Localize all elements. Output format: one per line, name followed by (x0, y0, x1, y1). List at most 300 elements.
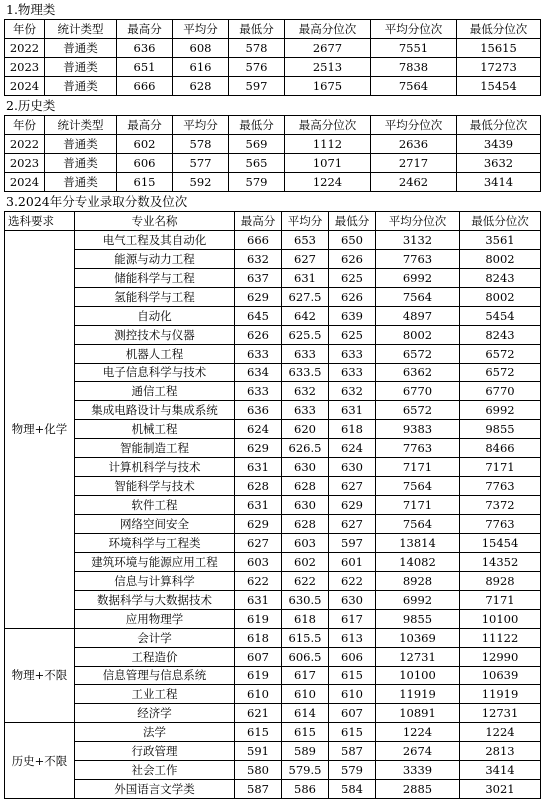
table-cell: 7551 (371, 39, 457, 58)
table-cell: 7763 (460, 477, 541, 496)
table-cell: 2023 (5, 154, 45, 173)
table-cell: 629 (235, 287, 282, 306)
major-name-cell: 测控技术与仪器 (75, 325, 235, 344)
table-row (5, 420, 541, 439)
table-cell: 579.5 (282, 761, 329, 780)
table-cell: 3414 (457, 173, 541, 192)
table-row (5, 647, 541, 666)
column-header: 最低分 (229, 116, 285, 135)
table-row (5, 382, 541, 401)
table-row (5, 628, 541, 647)
table-cell: 17273 (457, 58, 541, 77)
table-row (5, 609, 541, 628)
table-cell: 13814 (376, 533, 460, 552)
major-name-cell: 电气工程及其自动化 (75, 230, 235, 249)
table-cell: 10100 (460, 609, 541, 628)
major-name-cell: 储能科学与工程 (75, 268, 235, 287)
major-name-cell: 信息与计算科学 (75, 571, 235, 590)
major-name-cell: 自动化 (75, 306, 235, 325)
table-cell: 628 (282, 515, 329, 534)
table-cell: 2023 (5, 58, 45, 77)
table-cell: 615 (329, 723, 376, 742)
column-header: 最高分位次 (285, 20, 371, 39)
major-name-cell: 行政管理 (75, 742, 235, 761)
table-cell: 12731 (376, 647, 460, 666)
table-cell: 15454 (457, 77, 541, 96)
table-cell: 625.5 (282, 325, 329, 344)
table-cell: 7763 (376, 439, 460, 458)
table-cell: 6992 (376, 268, 460, 287)
major-name-cell: 工程造价 (75, 647, 235, 666)
table-cell: 2677 (285, 39, 371, 58)
column-header: 平均分位次 (371, 116, 457, 135)
major-name-cell: 电子信息科学与技术 (75, 363, 235, 382)
table-cell: 576 (229, 58, 285, 77)
table-row (5, 325, 541, 344)
section3-title: 3.2024年分专业录取分数及位次 (6, 194, 188, 209)
section1-title: 1.物理类 (6, 2, 56, 17)
table-cell: 639 (329, 306, 376, 325)
table-cell: 565 (229, 154, 285, 173)
table-cell: 615 (282, 723, 329, 742)
table-cell: 628 (173, 77, 229, 96)
table-cell: 591 (235, 742, 282, 761)
table-row (5, 723, 541, 742)
table-cell: 7171 (460, 458, 541, 477)
column-header: 最高分 (117, 20, 173, 39)
column-header: 平均分 (173, 20, 229, 39)
column-header: 年份 (5, 116, 45, 135)
table-cell: 629 (235, 515, 282, 534)
table-cell: 2022 (5, 39, 45, 58)
major-name-cell: 数据科学与大数据技术 (75, 590, 235, 609)
table-cell: 3339 (376, 761, 460, 780)
column-header: 专业名称 (75, 212, 235, 231)
table-cell: 10891 (376, 704, 460, 723)
table-row (5, 58, 541, 77)
table-row (5, 439, 541, 458)
table-cell: 12990 (460, 647, 541, 666)
table-cell: 631 (282, 268, 329, 287)
major-name-cell: 智能科学与技术 (75, 477, 235, 496)
table-cell: 627 (329, 515, 376, 534)
table-cell: 普通类 (45, 58, 117, 77)
table-row (5, 344, 541, 363)
table-cell: 3439 (457, 135, 541, 154)
table-cell: 636 (117, 39, 173, 58)
major-name-cell: 法学 (75, 723, 235, 742)
major-name-cell: 环境科学与工程类 (75, 533, 235, 552)
table-cell: 9383 (376, 420, 460, 439)
table-cell: 629 (235, 439, 282, 458)
table-cell: 14082 (376, 552, 460, 571)
table-cell: 6572 (460, 363, 541, 382)
column-header: 年份 (5, 20, 45, 39)
table-cell: 627.5 (282, 287, 329, 306)
table-cell: 666 (235, 230, 282, 249)
table-cell: 6992 (460, 401, 541, 420)
table-cell: 607 (235, 647, 282, 666)
table-cell: 633.5 (282, 363, 329, 382)
table-cell: 618 (235, 628, 282, 647)
column-header: 最低分位次 (460, 212, 541, 231)
table-cell: 634 (235, 363, 282, 382)
major-name-cell: 集成电路设计与集成系统 (75, 401, 235, 420)
table-cell: 4897 (376, 306, 460, 325)
table-cell: 597 (329, 533, 376, 552)
major-name-cell: 氢能科学与工程 (75, 287, 235, 306)
column-header: 最低分位次 (457, 116, 541, 135)
document-page (4, 0, 540, 799)
table-cell: 7372 (460, 496, 541, 515)
table-cell: 624 (329, 439, 376, 458)
column-header: 平均分 (282, 212, 329, 231)
table-cell: 2636 (371, 135, 457, 154)
table-cell: 631 (235, 496, 282, 515)
major-name-cell: 外国语言文学类 (75, 780, 235, 799)
table-cell: 626 (329, 287, 376, 306)
column-header: 平均分位次 (376, 212, 460, 231)
table-row (5, 780, 541, 799)
table-cell: 普通类 (45, 154, 117, 173)
table-cell: 569 (229, 135, 285, 154)
table-cell: 617 (329, 609, 376, 628)
table-cell: 10100 (376, 666, 460, 685)
table-row (5, 306, 541, 325)
table-cell: 2024 (5, 173, 45, 192)
table-cell: 636 (235, 401, 282, 420)
table-cell: 7763 (460, 515, 541, 534)
table-row (5, 268, 541, 287)
table-cell: 621 (235, 704, 282, 723)
table-cell: 6362 (376, 363, 460, 382)
table-cell: 597 (229, 77, 285, 96)
table-cell: 586 (282, 780, 329, 799)
table-cell: 633 (329, 344, 376, 363)
table-cell: 普通类 (45, 39, 117, 58)
table-cell: 626 (329, 249, 376, 268)
table-cell: 610 (235, 685, 282, 704)
table-cell: 608 (173, 39, 229, 58)
subject-requirement-cell: 物理+化学 (5, 230, 75, 628)
table-cell: 622 (282, 571, 329, 590)
table-cell: 627 (282, 249, 329, 268)
table-cell: 10369 (376, 628, 460, 647)
table-cell: 8243 (460, 268, 541, 287)
table-row (5, 173, 541, 192)
table-cell: 8466 (460, 439, 541, 458)
table-cell: 15615 (457, 39, 541, 58)
table-cell: 615 (235, 723, 282, 742)
column-header: 统计类型 (45, 20, 117, 39)
table-row (5, 742, 541, 761)
table-cell: 2024 (5, 77, 45, 96)
table-cell: 2885 (376, 780, 460, 799)
table-cell: 615 (117, 173, 173, 192)
table-cell: 8002 (460, 287, 541, 306)
table-row (5, 154, 541, 173)
table-cell: 618 (329, 420, 376, 439)
major-name-cell: 会计学 (75, 628, 235, 647)
physics-table (4, 19, 541, 96)
major-name-cell: 计算机科学与技术 (75, 458, 235, 477)
table-cell: 7171 (376, 458, 460, 477)
table-row (5, 249, 541, 268)
table-cell: 6770 (376, 382, 460, 401)
table-cell: 651 (117, 58, 173, 77)
table-cell: 632 (235, 249, 282, 268)
table-cell: 632 (282, 382, 329, 401)
table-cell: 630 (282, 458, 329, 477)
table-row (5, 704, 541, 723)
table-row (5, 287, 541, 306)
table-cell: 2462 (371, 173, 457, 192)
table-cell: 615.5 (282, 628, 329, 647)
table-cell: 普通类 (45, 135, 117, 154)
table-cell: 577 (173, 154, 229, 173)
table-cell: 3132 (376, 230, 460, 249)
subject-requirement-cell: 历史+不限 (5, 723, 75, 799)
table-cell: 3414 (460, 761, 541, 780)
table-cell: 2513 (285, 58, 371, 77)
major-name-cell: 网络空间安全 (75, 515, 235, 534)
table-cell: 6572 (376, 344, 460, 363)
table-cell: 631 (235, 458, 282, 477)
table-cell: 610 (329, 685, 376, 704)
major-scores-table (4, 211, 541, 799)
table-cell: 613 (329, 628, 376, 647)
table-cell: 629 (329, 496, 376, 515)
table-cell: 11122 (460, 628, 541, 647)
table-cell: 3561 (460, 230, 541, 249)
table-cell: 645 (235, 306, 282, 325)
table-row (5, 39, 541, 58)
table-cell: 625 (329, 268, 376, 287)
column-header: 平均分 (173, 116, 229, 135)
table-cell: 1224 (376, 723, 460, 742)
table-cell: 6992 (376, 590, 460, 609)
table-row (5, 515, 541, 534)
table-cell: 2813 (460, 742, 541, 761)
table-cell: 602 (282, 552, 329, 571)
table-cell: 2022 (5, 135, 45, 154)
table-cell: 589 (282, 742, 329, 761)
table-cell: 8002 (460, 249, 541, 268)
major-name-cell: 能源与动力工程 (75, 249, 235, 268)
major-name-cell: 通信工程 (75, 382, 235, 401)
table-cell: 632 (329, 382, 376, 401)
table-cell: 642 (282, 306, 329, 325)
table-cell: 606 (329, 647, 376, 666)
table-cell: 631 (235, 590, 282, 609)
table-row (5, 230, 541, 249)
major-name-cell: 信息管理与信息系统 (75, 666, 235, 685)
table-cell: 626.5 (282, 439, 329, 458)
header-row (5, 116, 541, 135)
table-cell: 7838 (371, 58, 457, 77)
table-cell: 普通类 (45, 173, 117, 192)
table-row (5, 135, 541, 154)
table-cell: 578 (229, 39, 285, 58)
table-cell: 633 (282, 401, 329, 420)
section2-title: 2.历史类 (6, 98, 56, 113)
table-cell: 614 (282, 704, 329, 723)
table-row (5, 363, 541, 382)
table-cell: 630.5 (282, 590, 329, 609)
table-cell: 7171 (376, 496, 460, 515)
table-cell: 5454 (460, 306, 541, 325)
table-cell: 7763 (376, 249, 460, 268)
table-row (5, 496, 541, 515)
table-cell: 628 (282, 477, 329, 496)
column-header: 最高分位次 (285, 116, 371, 135)
table-cell: 9855 (460, 420, 541, 439)
table-cell: 601 (329, 552, 376, 571)
header-row (5, 212, 541, 231)
table-cell: 620 (282, 420, 329, 439)
major-name-cell: 机器人工程 (75, 344, 235, 363)
major-name-cell: 社会工作 (75, 761, 235, 780)
table-cell: 630 (329, 590, 376, 609)
table-row (5, 477, 541, 496)
table-cell: 603 (282, 533, 329, 552)
table-cell: 8928 (376, 571, 460, 590)
table-cell: 627 (235, 533, 282, 552)
header-row (5, 20, 541, 39)
table-cell: 633 (329, 363, 376, 382)
table-row (5, 533, 541, 552)
column-header: 选科要求 (5, 212, 75, 231)
table-cell: 1112 (285, 135, 371, 154)
table-cell: 6572 (460, 344, 541, 363)
table-cell: 3632 (457, 154, 541, 173)
major-name-cell: 建筑环境与能源应用工程 (75, 552, 235, 571)
table-cell: 630 (329, 458, 376, 477)
major-name-cell: 软件工程 (75, 496, 235, 515)
table-cell: 11919 (460, 685, 541, 704)
table-row (5, 685, 541, 704)
table-cell: 8002 (376, 325, 460, 344)
table-cell: 622 (235, 571, 282, 590)
table-cell: 10639 (460, 666, 541, 685)
major-name-cell: 机械工程 (75, 420, 235, 439)
table-cell: 633 (282, 344, 329, 363)
column-header: 最低分 (329, 212, 376, 231)
table-cell: 2674 (376, 742, 460, 761)
table-row (5, 458, 541, 477)
table-cell: 607 (329, 704, 376, 723)
table-cell: 579 (229, 173, 285, 192)
table-cell: 592 (173, 173, 229, 192)
table-cell: 606 (117, 154, 173, 173)
table-cell: 619 (235, 609, 282, 628)
table-row (5, 666, 541, 685)
table-cell: 11919 (376, 685, 460, 704)
table-cell: 7564 (371, 77, 457, 96)
table-cell: 15454 (460, 533, 541, 552)
table-cell: 628 (235, 477, 282, 496)
table-cell: 3021 (460, 780, 541, 799)
table-cell: 637 (235, 268, 282, 287)
table-cell: 1224 (285, 173, 371, 192)
major-name-cell: 经济学 (75, 704, 235, 723)
table-cell: 630 (282, 496, 329, 515)
table-cell: 615 (329, 666, 376, 685)
table-row (5, 761, 541, 780)
table-cell: 610 (282, 685, 329, 704)
table-cell: 12731 (460, 704, 541, 723)
column-header: 平均分位次 (371, 20, 457, 39)
major-name-cell: 工业工程 (75, 685, 235, 704)
table-cell: 624 (235, 420, 282, 439)
table-cell: 584 (329, 780, 376, 799)
table-row (5, 571, 541, 590)
table-cell: 631 (329, 401, 376, 420)
subject-requirement-cell: 物理+不限 (5, 628, 75, 723)
column-header: 最高分 (117, 116, 173, 135)
table-cell: 6572 (376, 401, 460, 420)
table-cell: 7564 (376, 477, 460, 496)
table-cell: 653 (282, 230, 329, 249)
table-cell: 7564 (376, 287, 460, 306)
table-row (5, 590, 541, 609)
table-cell: 666 (117, 77, 173, 96)
column-header: 最低分位次 (457, 20, 541, 39)
table-row (5, 77, 541, 96)
table-cell: 587 (235, 780, 282, 799)
table-cell: 7171 (460, 590, 541, 609)
table-cell: 618 (282, 609, 329, 628)
table-cell: 626 (235, 325, 282, 344)
table-cell: 625 (329, 325, 376, 344)
table-cell: 587 (329, 742, 376, 761)
table-cell: 579 (329, 761, 376, 780)
table-cell: 650 (329, 230, 376, 249)
column-header: 最高分 (235, 212, 282, 231)
table-cell: 633 (235, 382, 282, 401)
table-row (5, 401, 541, 420)
table-cell: 616 (173, 58, 229, 77)
table-cell: 633 (235, 344, 282, 363)
table-cell: 普通类 (45, 77, 117, 96)
history-table (4, 115, 541, 192)
table-cell: 6770 (460, 382, 541, 401)
table-cell: 580 (235, 761, 282, 780)
table-cell: 622 (329, 571, 376, 590)
table-cell: 7564 (376, 515, 460, 534)
table-cell: 578 (173, 135, 229, 154)
table-cell: 1071 (285, 154, 371, 173)
table-cell: 606.5 (282, 647, 329, 666)
major-name-cell: 应用物理学 (75, 609, 235, 628)
table-cell: 8928 (460, 571, 541, 590)
column-header: 最低分 (229, 20, 285, 39)
table-cell: 602 (117, 135, 173, 154)
table-cell: 1224 (460, 723, 541, 742)
table-cell: 619 (235, 666, 282, 685)
table-row (5, 552, 541, 571)
table-cell: 603 (235, 552, 282, 571)
table-cell: 9855 (376, 609, 460, 628)
major-name-cell: 智能制造工程 (75, 439, 235, 458)
column-header: 统计类型 (45, 116, 117, 135)
table-cell: 627 (329, 477, 376, 496)
table-cell: 1675 (285, 77, 371, 96)
table-cell: 8243 (460, 325, 541, 344)
table-cell: 617 (282, 666, 329, 685)
table-cell: 2717 (371, 154, 457, 173)
table-cell: 14352 (460, 552, 541, 571)
